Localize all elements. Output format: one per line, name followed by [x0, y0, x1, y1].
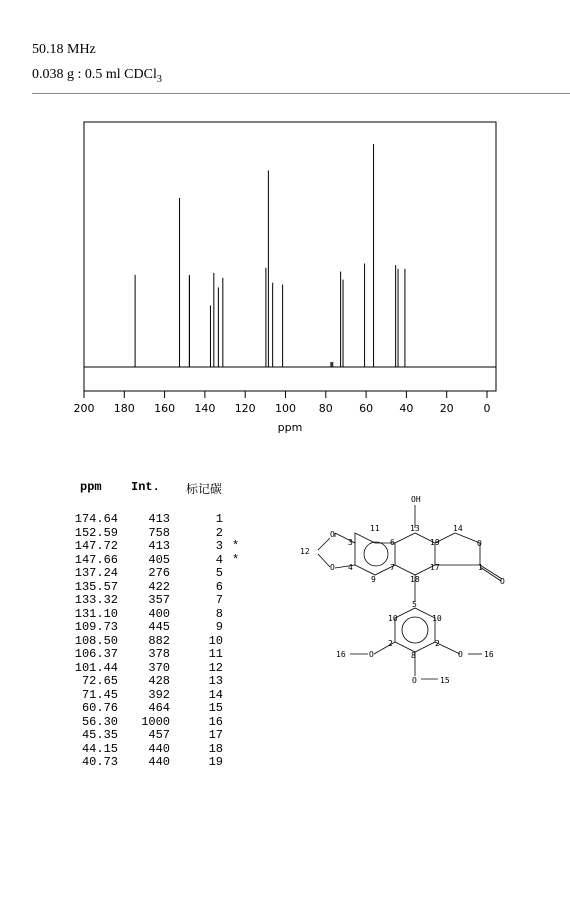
cell-ppm: 174.64 — [74, 512, 118, 526]
cell-int: 357 — [148, 593, 170, 607]
cell-carbon: 18 — [208, 741, 223, 756]
peak-series — [135, 144, 405, 367]
cell-int: 1000 — [141, 714, 170, 729]
cell-carbon: 19 — [208, 755, 223, 769]
cell-ppm: 45.35 — [81, 728, 118, 742]
cell-carbon: 4 — [215, 552, 223, 567]
table-row — [68, 607, 268, 621]
cell-ppm: 147.66 — [74, 552, 118, 567]
cell-int: 413 — [148, 512, 170, 526]
cell-int: 400 — [148, 606, 170, 621]
cell-ppm: 135.57 — [74, 579, 118, 594]
label-c18: 18 — [410, 575, 420, 584]
cell-ppm: 56.30 — [81, 714, 118, 729]
cell-int: 276 — [148, 566, 170, 580]
cell-ppm: 106.37 — [74, 647, 118, 661]
x-tick-label: 0 — [483, 402, 491, 415]
label-methyl-16a: 16 — [336, 650, 346, 659]
x-axis-label: ppm — [277, 421, 303, 434]
cell-int: 428 — [148, 674, 170, 688]
x-tick-label: 40 — [399, 402, 414, 415]
label-c5: 5 — [412, 600, 417, 609]
table-row — [68, 566, 268, 580]
cell-int: 758 — [148, 525, 170, 540]
label-o-methoxy-a: O — [369, 650, 374, 659]
label-o-methoxy-b: O — [458, 650, 463, 659]
aromatic-ring-a — [364, 542, 388, 566]
nmr-spectrum-chart — [0, 0, 570, 450]
table-row — [68, 634, 268, 648]
cell-int: 378 — [148, 647, 170, 661]
cell-ppm: 131.10 — [74, 606, 118, 621]
col-header-int: Int. — [131, 480, 160, 494]
table-row — [68, 593, 268, 607]
label-o-a: O — [330, 530, 335, 539]
cell-int: 445 — [148, 620, 170, 634]
cell-int: 882 — [148, 633, 170, 648]
cell-carbon: 3 — [215, 539, 223, 553]
label-c9: 9 — [371, 575, 376, 584]
table-row — [68, 512, 268, 526]
label-c10b: 10 — [432, 614, 442, 623]
table-row — [68, 580, 268, 594]
cell-ppm: 60.76 — [81, 701, 118, 715]
cell-ppm: 72.65 — [81, 674, 118, 688]
label-o-lactone: O — [477, 539, 482, 548]
x-tick-label: 120 — [234, 402, 256, 415]
cell-carbon: 17 — [208, 728, 223, 742]
cell-carbon: 12 — [208, 660, 223, 675]
x-tick-label: 200 — [73, 402, 95, 415]
cell-carbon: 7 — [215, 593, 223, 607]
table-row — [68, 701, 268, 715]
solvent-series — [331, 362, 333, 367]
label-c6: 6 — [390, 538, 395, 547]
cell-mark: * — [232, 552, 240, 567]
cell-ppm: 147.72 — [74, 539, 118, 553]
table-row — [68, 742, 268, 756]
cell-ppm: 71.45 — [81, 687, 118, 702]
cell-int: 422 — [148, 579, 170, 594]
x-tick-label: 100 — [275, 402, 296, 415]
label-c14: 14 — [453, 524, 463, 533]
table-row — [68, 688, 268, 702]
solvent-subscript: 3 — [156, 74, 162, 85]
cell-carbon: 14 — [208, 687, 223, 702]
cell-carbon: 9 — [215, 620, 223, 634]
table-row — [68, 620, 268, 634]
x-tick-label: 20 — [439, 402, 454, 415]
table-row — [68, 647, 268, 661]
label-c17: 17 — [430, 563, 440, 572]
frequency-text: 50.18 MHz — [32, 42, 96, 57]
plot-frame — [84, 122, 496, 391]
cell-carbon: 1 — [215, 512, 223, 526]
cell-ppm: 152.59 — [74, 525, 118, 540]
cell-int: 413 — [148, 539, 170, 553]
cell-int: 370 — [148, 660, 170, 675]
aromatic-ring-b — [402, 617, 428, 643]
label-c2b: 2 — [435, 639, 440, 648]
label-oh: OH — [411, 495, 421, 504]
cell-carbon: 13 — [208, 674, 223, 688]
label-c19: 19 — [430, 538, 440, 547]
label-c8: 8 — [411, 651, 416, 660]
label-c7: 7 — [390, 563, 395, 572]
table-row — [68, 526, 268, 540]
molecule-structure — [290, 490, 530, 705]
label-o-methoxy-c: O — [412, 676, 417, 685]
cell-ppm: 44.15 — [81, 741, 118, 756]
x-tick-label: 160 — [154, 402, 176, 415]
sample-text: 0.038 g : 0.5 ml CDCl — [32, 67, 157, 82]
x-tick-label: 60 — [359, 402, 374, 415]
label-c4: 4 — [348, 563, 353, 572]
cell-carbon: 5 — [215, 566, 223, 580]
cell-carbon: 10 — [208, 633, 223, 648]
col-header-ppm: ppm — [80, 480, 102, 494]
cell-ppm: 133.32 — [74, 593, 118, 607]
cell-carbon: 6 — [215, 579, 223, 594]
label-c13: 13 — [410, 524, 420, 533]
label-c11: 11 — [370, 524, 380, 533]
label-c2a: 2 — [388, 639, 393, 648]
table-row — [68, 661, 268, 675]
table-row — [68, 715, 268, 729]
x-tick-label: 140 — [194, 402, 216, 415]
col-header-carbon: 标记碳 — [186, 482, 223, 496]
label-c1: 1 — [478, 563, 483, 572]
label-o-b: O — [330, 563, 335, 572]
cell-int: 405 — [148, 552, 170, 567]
label-c3: 3 — [348, 538, 353, 547]
label-methyl-16b: 16 — [484, 650, 494, 659]
cell-carbon: 15 — [208, 701, 223, 715]
cell-carbon: 16 — [208, 714, 223, 729]
table-row — [68, 539, 268, 553]
table-row — [68, 553, 268, 567]
label-methyl-15: 15 — [440, 676, 450, 685]
cell-ppm: 101.44 — [74, 660, 118, 675]
cell-ppm: 109.73 — [74, 620, 118, 634]
x-tick-label: 80 — [318, 402, 333, 415]
cell-ppm: 137.24 — [74, 566, 118, 580]
cell-int: 464 — [148, 701, 170, 715]
cell-ppm: 108.50 — [74, 633, 118, 648]
cell-ppm: 40.73 — [81, 755, 118, 769]
cell-carbon: 2 — [215, 525, 223, 540]
x-axis-ticks — [74, 391, 491, 415]
cell-carbon: 8 — [215, 606, 223, 621]
label-c12: 12 — [300, 547, 310, 556]
table-row — [68, 755, 268, 769]
label-c10a: 10 — [388, 614, 398, 623]
label-o-carbonyl: O — [500, 577, 505, 586]
cell-carbon: 11 — [208, 647, 223, 661]
x-tick-label: 180 — [113, 402, 135, 415]
table-row — [68, 728, 268, 742]
cell-int: 392 — [148, 687, 170, 702]
table-row — [68, 674, 268, 688]
cell-mark: * — [232, 539, 240, 553]
cell-int: 440 — [148, 741, 170, 756]
cell-int: 440 — [148, 755, 170, 769]
cell-int: 457 — [148, 728, 170, 742]
